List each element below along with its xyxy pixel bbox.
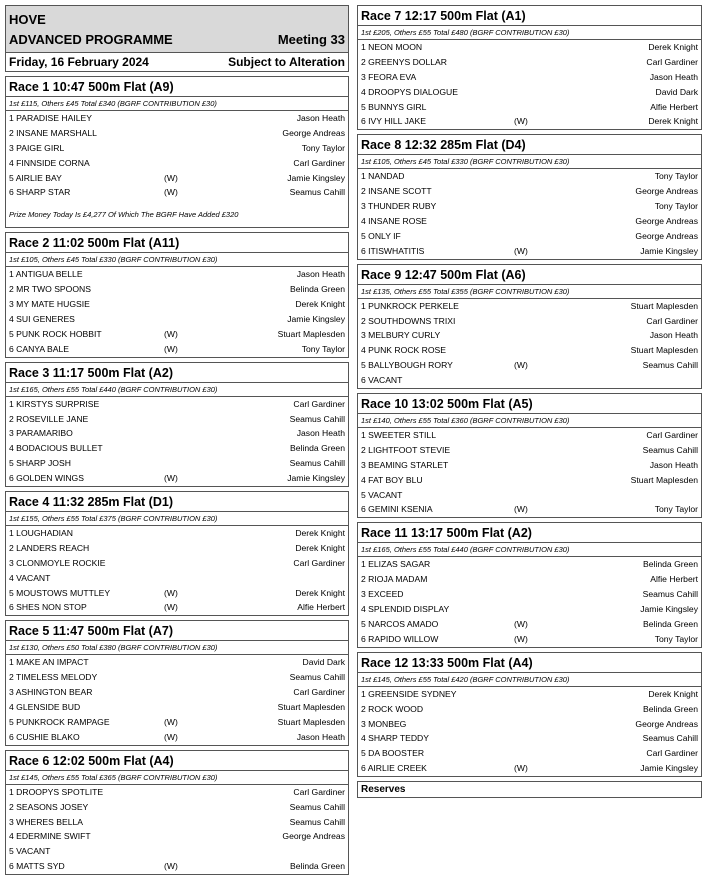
runner-name: 5 VACANT bbox=[361, 489, 403, 500]
runner-seed: (W) bbox=[164, 328, 178, 339]
runner-trainer: Seamus Cahill bbox=[289, 801, 345, 812]
runner-seed: (W) bbox=[164, 343, 178, 354]
race-title: Race 10 13:02 500m Flat (A5) bbox=[358, 394, 701, 414]
race-title: Race 9 12:47 500m Flat (A6) bbox=[358, 265, 701, 285]
runner-trainer: Jason Heath bbox=[649, 71, 698, 82]
race-prize-money: 1st £145, Others £55 Total £365 (BGRF CONTRIBUTION £30) bbox=[6, 771, 348, 785]
runner-row bbox=[358, 731, 701, 746]
runner-row bbox=[358, 229, 701, 244]
runner-name: 6 AIRLIE CREEK bbox=[361, 763, 427, 774]
runner-row bbox=[358, 702, 701, 717]
race-title: Race 8 12:32 285m Flat (D4) bbox=[358, 135, 701, 155]
runner-name: 2 GREENYS DOLLAR bbox=[361, 56, 447, 67]
runner-row bbox=[6, 571, 348, 586]
runner-name: 1 LOUGHADIAN bbox=[9, 528, 73, 539]
runner-seed: (W) bbox=[164, 587, 178, 598]
race-prize-money: 1st £165, Others £55 Total £440 (BGRF CONTRIBUTION £30) bbox=[358, 543, 701, 557]
runner-row bbox=[6, 342, 348, 357]
runner-trainer: Derek Knight bbox=[295, 587, 345, 598]
runner-name: 2 ROSEVILLE JANE bbox=[9, 413, 89, 424]
runner-trainer: Carl Gardiner bbox=[293, 687, 345, 698]
runner-row bbox=[6, 815, 348, 830]
meeting-number: Meeting 33 bbox=[277, 32, 345, 47]
runner-row bbox=[358, 244, 701, 259]
runner-row bbox=[358, 746, 701, 761]
runner-row bbox=[358, 761, 701, 776]
runner-trainer: George Andreas bbox=[635, 718, 698, 729]
runner-name: 5 VACANT bbox=[9, 846, 51, 857]
runner-name: 1 ANTIGUA BELLE bbox=[9, 269, 83, 280]
race-title: Race 3 11:17 500m Flat (A2) bbox=[6, 363, 348, 383]
runner-seed: (W) bbox=[164, 187, 178, 198]
runner-name: 5 SHARP JOSH bbox=[9, 458, 71, 469]
runner-seed: (W) bbox=[164, 172, 178, 183]
runner-row bbox=[358, 328, 701, 343]
runner-name: 1 NANDAD bbox=[361, 171, 405, 182]
runner-seed: (W) bbox=[164, 473, 178, 484]
runner-seed: (W) bbox=[514, 504, 528, 515]
runner-trainer: Carl Gardiner bbox=[293, 398, 345, 409]
runner-trainer: Derek Knight bbox=[295, 542, 345, 553]
runner-trainer: Seamus Cahill bbox=[642, 733, 698, 744]
runner-row bbox=[358, 40, 701, 55]
runner-row bbox=[358, 114, 701, 129]
runner-row bbox=[358, 587, 701, 602]
runner-trainer: Tony Taylor bbox=[654, 201, 698, 212]
runner-trainer: Stuart Maplesden bbox=[277, 702, 345, 713]
runner-seed: (W) bbox=[514, 360, 528, 371]
race-prize-money: 1st £205, Others £55 Total £480 (BGRF CONTRIBUTION £30) bbox=[358, 26, 701, 40]
runner-trainer: David Dark bbox=[655, 86, 698, 97]
runner-row bbox=[358, 617, 701, 632]
runner-row bbox=[6, 670, 348, 685]
runner-row bbox=[6, 441, 348, 456]
runner-name: 6 VACANT bbox=[361, 375, 403, 386]
runner-trainer: George Andreas bbox=[635, 186, 698, 197]
runner-row bbox=[6, 412, 348, 427]
runner-trainer: George Andreas bbox=[635, 216, 698, 227]
runner-name: 5 BALLYBOUGH RORY bbox=[361, 360, 453, 371]
programme-header bbox=[5, 5, 349, 53]
runner-name: 5 PUNK ROCK HOBBIT bbox=[9, 328, 102, 339]
runner-row bbox=[358, 214, 701, 229]
runner-row bbox=[6, 471, 348, 486]
runner-trainer: Carl Gardiner bbox=[646, 315, 698, 326]
runner-name: 3 MY MATE HUGSIE bbox=[9, 299, 90, 310]
runner-trainer: Stuart Maplesden bbox=[277, 716, 345, 727]
runner-row bbox=[6, 829, 348, 844]
runner-row bbox=[358, 602, 701, 617]
runner-name: 6 SHES NON STOP bbox=[9, 602, 87, 613]
runner-trainer: Seamus Cahill bbox=[289, 413, 345, 424]
runner-trainer: Derek Knight bbox=[295, 528, 345, 539]
runner-row bbox=[6, 327, 348, 342]
race-card bbox=[357, 134, 702, 259]
runner-trainer: Carl Gardiner bbox=[646, 430, 698, 441]
runner-name: 3 MELBURY CURLY bbox=[361, 330, 441, 341]
runner-trainer: Alfie Herbert bbox=[650, 101, 698, 112]
runner-name: 4 EDERMINE SWIFT bbox=[9, 831, 91, 842]
runner-trainer: Alfie Herbert bbox=[297, 602, 345, 613]
race-prize-money: 1st £115, Others £45 Total £340 (BGRF CONTRIBUTION £30) bbox=[6, 97, 348, 111]
runner-row bbox=[358, 502, 701, 517]
runner-seed: (W) bbox=[514, 763, 528, 774]
race-title: Race 2 11:02 500m Flat (A11) bbox=[6, 233, 348, 253]
runner-trainer: Carl Gardiner bbox=[293, 786, 345, 797]
runner-trainer: Jason Heath bbox=[649, 330, 698, 341]
runner-seed: (W) bbox=[514, 633, 528, 644]
runner-name: 3 CLONMOYLE ROCKIE bbox=[9, 557, 106, 568]
runner-name: 3 WHERES BELLA bbox=[9, 816, 84, 827]
runner-trainer: Jamie Kingsley bbox=[287, 473, 345, 484]
runner-name: 1 KIRSTYS SURPRISE bbox=[9, 398, 100, 409]
runner-row bbox=[6, 126, 348, 141]
runner-name: 4 SHARP TEDDY bbox=[361, 733, 429, 744]
runner-row bbox=[6, 700, 348, 715]
runner-row bbox=[6, 800, 348, 815]
runner-trainer: Jamie Kingsley bbox=[640, 763, 698, 774]
runner-name: 4 PUNK ROCK ROSE bbox=[361, 345, 447, 356]
runner-row bbox=[6, 785, 348, 800]
runner-seed: (W) bbox=[514, 116, 528, 127]
runner-trainer: Derek Knight bbox=[648, 42, 698, 52]
runner-name: 2 LIGHTFOOT STEVIE bbox=[361, 444, 451, 455]
runner-name: 3 FEORA EVA bbox=[361, 71, 417, 82]
race-prize-money: 1st £140, Others £55 Total £360 (BGRF CONTRIBUTION £30) bbox=[358, 414, 701, 428]
runner-name: 4 DROOPYS DIALOGUE bbox=[361, 86, 458, 97]
runner-trainer: Belinda Green bbox=[290, 443, 345, 454]
runner-row bbox=[6, 526, 348, 541]
runner-row bbox=[358, 632, 701, 647]
runner-name: 1 SWEETER STILL bbox=[361, 430, 436, 441]
runner-row bbox=[6, 541, 348, 556]
runner-name: 4 FINNSIDE CORNA bbox=[9, 157, 90, 168]
race-title: Race 4 11:32 285m Flat (D1) bbox=[6, 492, 348, 512]
runner-name: 6 SHARP STAR bbox=[9, 187, 71, 198]
runner-name: 6 RAPIDO WILLOW bbox=[361, 633, 439, 644]
runner-row bbox=[358, 687, 701, 702]
runner-row bbox=[358, 473, 701, 488]
runner-trainer: Carl Gardiner bbox=[646, 56, 698, 67]
runner-row bbox=[6, 185, 348, 200]
runner-row bbox=[6, 426, 348, 441]
runner-row bbox=[358, 373, 701, 388]
runner-name: 1 ELIZAS SAGAR bbox=[361, 559, 431, 570]
runner-trainer: Jason Heath bbox=[296, 269, 345, 280]
runner-row bbox=[6, 111, 348, 126]
runner-row bbox=[6, 397, 348, 412]
runner-trainer: Seamus Cahill bbox=[289, 672, 345, 683]
runner-trainer: George Andreas bbox=[282, 831, 345, 842]
runner-trainer: Tony Taylor bbox=[301, 142, 345, 153]
race-card bbox=[5, 362, 349, 487]
runner-trainer: Jason Heath bbox=[296, 428, 345, 439]
runner-row bbox=[6, 297, 348, 312]
runner-name: 6 GEMINI KSENIA bbox=[361, 504, 433, 515]
runner-name: 2 ROCK WOOD bbox=[361, 703, 424, 714]
runner-row bbox=[6, 156, 348, 171]
runner-name: 1 DROOPYS SPOTLITE bbox=[9, 786, 104, 797]
runner-name: 2 INSANE MARSHALL bbox=[9, 127, 97, 138]
runner-row bbox=[358, 458, 701, 473]
runner-row bbox=[358, 557, 701, 572]
runner-trainer: Tony Taylor bbox=[654, 633, 698, 644]
reserves-section: Reserves bbox=[357, 781, 702, 798]
runner-seed: (W) bbox=[164, 861, 178, 872]
runner-trainer: Derek Knight bbox=[295, 299, 345, 310]
runner-trainer: Seamus Cahill bbox=[642, 444, 698, 455]
runner-trainer: Jamie Kingsley bbox=[287, 172, 345, 183]
runner-trainer: Belinda Green bbox=[643, 559, 698, 570]
runner-trainer: Stuart Maplesden bbox=[630, 474, 698, 485]
runner-name: 5 DA BOOSTER bbox=[361, 748, 425, 759]
runner-trainer: Seamus Cahill bbox=[642, 360, 698, 371]
runner-name: 2 LANDERS REACH bbox=[9, 542, 90, 553]
runner-trainer: Derek Knight bbox=[648, 688, 698, 699]
runner-name: 3 PARAMARIBO bbox=[9, 428, 73, 439]
runner-trainer: Belinda Green bbox=[643, 703, 698, 714]
runner-trainer: Jason Heath bbox=[296, 113, 345, 123]
runner-trainer: Carl Gardiner bbox=[646, 748, 698, 759]
runner-seed: (W) bbox=[164, 716, 178, 727]
runner-name: 4 VACANT bbox=[9, 572, 51, 583]
runner-row bbox=[358, 488, 701, 503]
runner-trainer: Seamus Cahill bbox=[289, 816, 345, 827]
race-card bbox=[357, 5, 702, 130]
right-column bbox=[357, 5, 702, 798]
runner-name: 2 SEASONS JOSEY bbox=[9, 801, 89, 812]
runner-name: 3 EXCEED bbox=[361, 589, 404, 600]
runner-row bbox=[358, 299, 701, 314]
runner-seed: (W) bbox=[164, 602, 178, 613]
runner-name: 3 PAIGE GIRL bbox=[9, 142, 65, 153]
race-prize-money: 1st £155, Others £55 Total £375 (BGRF CONTRIBUTION £30) bbox=[6, 512, 348, 526]
runner-row bbox=[6, 844, 348, 859]
runner-name: 6 CUSHIE BLAKO bbox=[9, 731, 80, 742]
race-card bbox=[5, 76, 349, 228]
runner-row bbox=[358, 443, 701, 458]
runner-row bbox=[358, 70, 701, 85]
runner-trainer: Derek Knight bbox=[648, 116, 698, 127]
runner-name: 6 ITISWHATITIS bbox=[361, 245, 425, 256]
alteration-notice: Subject to Alteration bbox=[228, 55, 345, 69]
runner-trainer: David Dark bbox=[302, 657, 345, 668]
race-card bbox=[357, 393, 702, 518]
runner-trainer: Tony Taylor bbox=[654, 504, 698, 515]
runner-name: 5 PUNKROCK RAMPAGE bbox=[9, 716, 110, 727]
runner-name: 2 MR TWO SPOONS bbox=[9, 284, 91, 295]
runner-row bbox=[6, 312, 348, 327]
runner-name: 3 ASHINGTON BEAR bbox=[9, 687, 93, 698]
runner-seed: (W) bbox=[164, 731, 178, 742]
runner-name: 4 SPLENDID DISPLAY bbox=[361, 604, 450, 615]
race-prize-money: 1st £130, Others £50 Total £380 (BGRF CONTRIBUTION £30) bbox=[6, 641, 348, 655]
runner-trainer: Stuart Maplesden bbox=[630, 345, 698, 356]
runner-row bbox=[358, 199, 701, 214]
race-prize-money: 1st £105, Others £45 Total £330 (BGRF CONTRIBUTION £30) bbox=[6, 253, 348, 267]
runner-name: 1 PARADISE HAILEY bbox=[9, 113, 92, 123]
runner-row bbox=[6, 685, 348, 700]
race-prize-money: 1st £135, Others £55 Total £355 (BGRF CONTRIBUTION £30) bbox=[358, 285, 701, 299]
runner-trainer: George Andreas bbox=[635, 230, 698, 241]
runner-row bbox=[6, 141, 348, 156]
runner-trainer: Jason Heath bbox=[296, 731, 345, 742]
race-card bbox=[357, 522, 702, 647]
runner-row bbox=[6, 282, 348, 297]
runner-row bbox=[358, 572, 701, 587]
race-card bbox=[5, 491, 349, 616]
runner-seed: (W) bbox=[514, 618, 528, 629]
race-card bbox=[5, 232, 349, 357]
runner-name: 4 SUI GENERES bbox=[9, 314, 75, 325]
runner-row bbox=[358, 184, 701, 199]
runner-trainer: Jason Heath bbox=[649, 459, 698, 470]
race-card bbox=[5, 620, 349, 745]
race-title: Race 12 13:33 500m Flat (A4) bbox=[358, 653, 701, 673]
runner-trainer: Belinda Green bbox=[643, 618, 698, 629]
runner-row bbox=[6, 267, 348, 282]
runner-seed: (W) bbox=[514, 245, 528, 256]
runner-trainer: Seamus Cahill bbox=[289, 458, 345, 469]
runner-row bbox=[6, 600, 348, 615]
runner-name: 3 MONBEG bbox=[361, 718, 407, 729]
race-title: Race 11 13:17 500m Flat (A2) bbox=[358, 523, 701, 543]
runner-row bbox=[358, 100, 701, 115]
runner-name: 6 GOLDEN WINGS bbox=[9, 473, 84, 484]
race-prize-money: 1st £145, Others £55 Total £420 (BGRF CONTRIBUTION £30) bbox=[358, 673, 701, 687]
runner-trainer: Jamie Kingsley bbox=[640, 604, 698, 615]
runner-name: 1 NEON MOON bbox=[361, 42, 423, 52]
left-race-list bbox=[5, 76, 349, 875]
runner-row bbox=[358, 314, 701, 329]
runner-trainer: Stuart Maplesden bbox=[277, 328, 345, 339]
runner-name: 2 SOUTHDOWNS TRIXI bbox=[361, 315, 456, 326]
right-race-list bbox=[357, 5, 702, 777]
runner-trainer: Belinda Green bbox=[290, 284, 345, 295]
runner-row bbox=[6, 715, 348, 730]
runner-name: 3 THUNDER RUBY bbox=[361, 201, 437, 212]
runner-name: 5 BUNNYS GIRL bbox=[361, 101, 427, 112]
runner-trainer: Alfie Herbert bbox=[650, 574, 698, 585]
runner-row bbox=[6, 655, 348, 670]
runner-row bbox=[6, 456, 348, 471]
runner-name: 2 INSANE SCOTT bbox=[361, 186, 432, 197]
runner-name: 5 ONLY IF bbox=[361, 230, 401, 241]
runner-name: 1 PUNKROCK PERKELE bbox=[361, 300, 459, 311]
runner-trainer: Belinda Green bbox=[290, 861, 345, 872]
runner-trainer: Carl Gardiner bbox=[293, 157, 345, 168]
race-title: Race 5 11:47 500m Flat (A7) bbox=[6, 621, 348, 641]
runner-name: 5 MOUSTOWS MUTTLEY bbox=[9, 587, 111, 598]
runner-trainer: Tony Taylor bbox=[654, 171, 698, 182]
runner-trainer: Stuart Maplesden bbox=[630, 300, 698, 311]
runner-row bbox=[358, 55, 701, 70]
runner-row bbox=[358, 717, 701, 732]
runner-name: 2 TIMELESS MELODY bbox=[9, 672, 98, 683]
runner-name: 2 RIOJA MADAM bbox=[361, 574, 428, 585]
runner-name: 4 INSANE ROSE bbox=[361, 216, 427, 227]
runner-name: 5 NARCOS AMADO bbox=[361, 618, 439, 629]
runner-trainer: Seamus Cahill bbox=[642, 589, 698, 600]
runner-name: 4 FAT BOY BLU bbox=[361, 474, 423, 485]
programme-title: ADVANCED PROGRAMME bbox=[9, 32, 173, 47]
runner-trainer: Tony Taylor bbox=[301, 343, 345, 354]
meeting-date: Friday, 16 February 2024 bbox=[9, 55, 149, 69]
race-title: Race 6 12:02 500m Flat (A4) bbox=[6, 751, 348, 771]
runner-name: 1 MAKE AN IMPACT bbox=[9, 657, 89, 668]
runner-row bbox=[6, 556, 348, 571]
runner-trainer: Jamie Kingsley bbox=[287, 314, 345, 325]
runner-row bbox=[358, 169, 701, 184]
runner-name: 1 GREENSIDE SYDNEY bbox=[361, 688, 457, 699]
prize-money-note: Prize Money Today Is £4,277 Of Which The BGRF Have Added £320 bbox=[9, 210, 239, 220]
runner-row bbox=[358, 343, 701, 358]
runner-name: 6 MATTS SYD bbox=[9, 861, 65, 872]
race-prize-money: 1st £165, Others £55 Total £440 (BGRF CONTRIBUTION £30) bbox=[6, 383, 348, 397]
race-prize-money: 1st £105, Others £45 Total £330 (BGRF CONTRIBUTION £30) bbox=[358, 155, 701, 169]
left-column bbox=[5, 5, 349, 879]
runner-row bbox=[6, 730, 348, 745]
runner-trainer: George Andreas bbox=[282, 127, 345, 138]
date-line bbox=[5, 53, 349, 72]
race-card bbox=[357, 652, 702, 777]
runner-trainer: Seamus Cahill bbox=[289, 187, 345, 198]
race-title: Race 7 12:17 500m Flat (A1) bbox=[358, 6, 701, 26]
runner-name: 4 BODACIOUS BULLET bbox=[9, 443, 103, 454]
runner-name: 6 IVY HILL JAKE bbox=[361, 116, 426, 127]
runner-trainer: Jamie Kingsley bbox=[640, 245, 698, 256]
runner-name: 4 GLENSIDE BUD bbox=[9, 702, 81, 713]
race-title: Race 1 10:47 500m Flat (A9) bbox=[6, 77, 348, 97]
runner-row bbox=[6, 859, 348, 874]
race-card bbox=[5, 750, 349, 875]
runner-row bbox=[358, 85, 701, 100]
track-name: HOVE bbox=[9, 12, 46, 27]
runner-trainer: Carl Gardiner bbox=[293, 557, 345, 568]
runner-row bbox=[6, 586, 348, 601]
runner-row bbox=[358, 428, 701, 443]
runner-name: 5 AIRLIE BAY bbox=[9, 172, 62, 183]
runner-row bbox=[6, 171, 348, 186]
runner-row bbox=[358, 358, 701, 373]
runner-name: 3 BEAMING STARLET bbox=[361, 459, 449, 470]
race-card bbox=[357, 264, 702, 389]
runner-name: 6 CANYA BALE bbox=[9, 343, 70, 354]
